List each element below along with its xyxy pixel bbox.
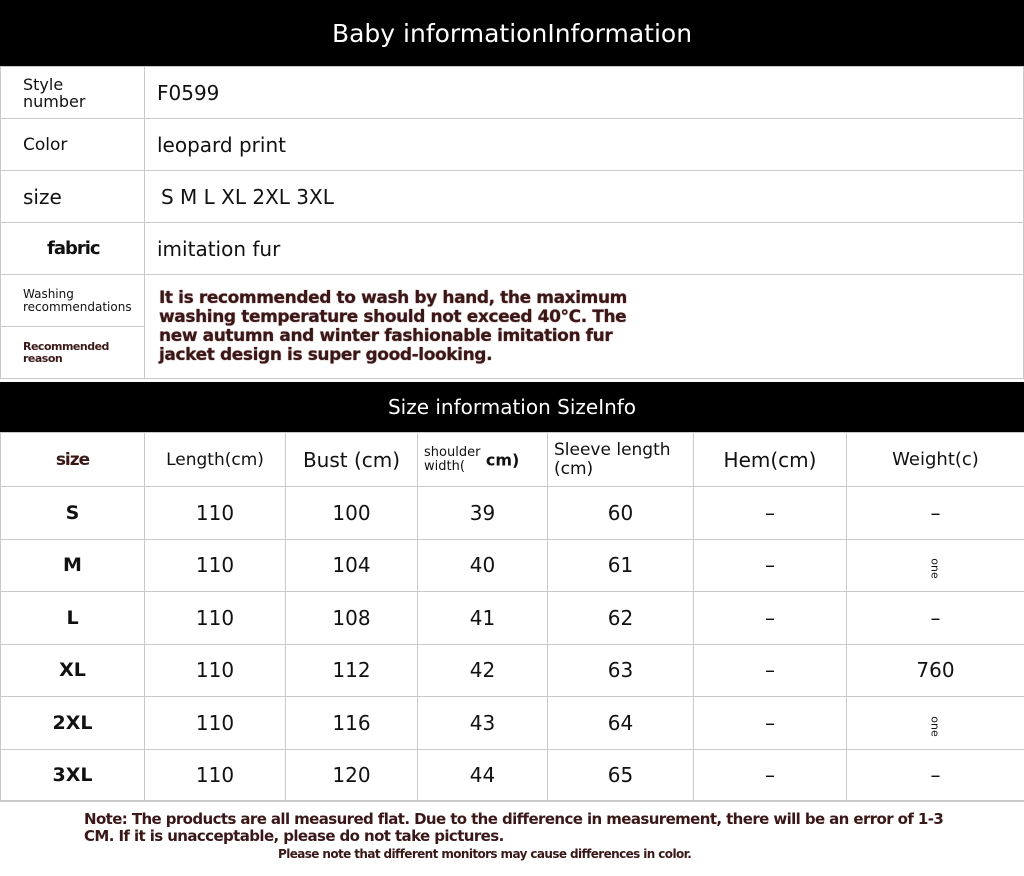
row-size: M [1,539,145,592]
cell-hem: – [694,539,847,592]
header-shoulder-text: shoulder width( [424,444,481,474]
row-size: L [1,592,145,645]
note-subtext: Please note that different monitors may cause differences in color. [278,847,692,861]
cell-weight-text: one [928,558,942,579]
style-number-value: F0599 [145,67,1024,119]
cell-bust: 112 [286,644,418,697]
cell-length: 110 [145,487,286,540]
cell-length: 110 [145,644,286,697]
header-sleeve: Sleeve length (cm) [548,433,694,487]
cell-weight: – [847,487,1024,540]
cell-shoulder: 39 [418,487,548,540]
size-info-title: Size information SizeInfo [387,395,637,419]
size-chart-table [0,432,1024,802]
recommended-reason-label: Recommended reason [1,327,145,379]
cell-bust: 100 [286,487,418,540]
cell-length: 110 [145,749,286,802]
baby-info-title: Baby informationInformation [331,18,693,48]
cell-hem: – [694,487,847,540]
size-row-2xl [1,697,1024,750]
cell-weight [847,697,1024,750]
info-row-color [1,119,1024,171]
header-length: Length(cm) [145,433,286,487]
info-row-washing [1,275,1024,327]
cell-shoulder: 40 [418,539,548,592]
cell-sleeve: 63 [548,644,694,697]
product-info-table [0,66,1024,379]
size-header-row [1,433,1024,487]
info-row-style [1,67,1024,119]
cell-bust: 120 [286,749,418,802]
header-shoulder [418,433,548,487]
size-value: S M L XL 2XL 3XL [145,171,1024,223]
size-row-xl [1,644,1024,697]
size-row-m [1,539,1024,592]
header-size: size [1,433,145,487]
size-row-s [1,487,1024,540]
size-info-banner [0,382,1024,432]
size-label: size [1,171,145,223]
cell-weight-text: one [928,716,942,737]
header-weight: Weight(c) [847,433,1024,487]
fabric-value: imitation fur [145,223,1024,275]
cell-sleeve: 60 [548,487,694,540]
baby-info-banner [0,0,1024,66]
cell-weight: – [847,592,1024,645]
cell-shoulder: 41 [418,592,548,645]
style-number-label: Style number [1,67,145,119]
cell-bust: 104 [286,539,418,592]
row-size: XL [1,644,145,697]
recommendation-text: It is recommended to wash by hand, the maximum washing temperature should not exceed 40℃. The new autumn and winter fashionable imitation fur jacket design is super good-looking. [159,287,627,365]
cell-shoulder: 44 [418,749,548,802]
header-bust: Bust (cm) [286,433,418,487]
size-row-l [1,592,1024,645]
cell-hem: – [694,749,847,802]
washing-label: Washing recommendations [1,275,145,327]
cell-bust: 108 [286,592,418,645]
row-size: 2XL [1,697,145,750]
color-value: leopard print [145,119,1024,171]
cell-bust: 116 [286,697,418,750]
header-hem: Hem(cm) [694,433,847,487]
cell-sleeve: 64 [548,697,694,750]
note-text: Note: The products are all measured flat. Due to the difference in measurement, there will be an error of 1-3 CM. If it is unacceptable, please do not take pictures. [84,810,944,845]
header-shoulder-cm: cm) [485,450,520,469]
measurement-note [0,800,1024,876]
cell-weight: – [847,749,1024,802]
row-size: S [1,487,145,540]
cell-length: 110 [145,592,286,645]
cell-shoulder: 42 [418,644,548,697]
row-size: 3XL [1,749,145,802]
cell-sleeve: 61 [548,539,694,592]
color-label: Color [1,119,145,171]
cell-hem: – [694,697,847,750]
info-row-fabric [1,223,1024,275]
recommendation-cell [145,275,1024,379]
cell-weight: 760 [847,644,1024,697]
fabric-label: fabric [1,223,145,275]
cell-weight [847,539,1024,592]
cell-length: 110 [145,697,286,750]
cell-length: 110 [145,539,286,592]
info-row-size [1,171,1024,223]
cell-sleeve: 65 [548,749,694,802]
size-row-3xl [1,749,1024,802]
cell-hem: – [694,592,847,645]
cell-hem: – [694,644,847,697]
cell-sleeve: 62 [548,592,694,645]
cell-shoulder: 43 [418,697,548,750]
